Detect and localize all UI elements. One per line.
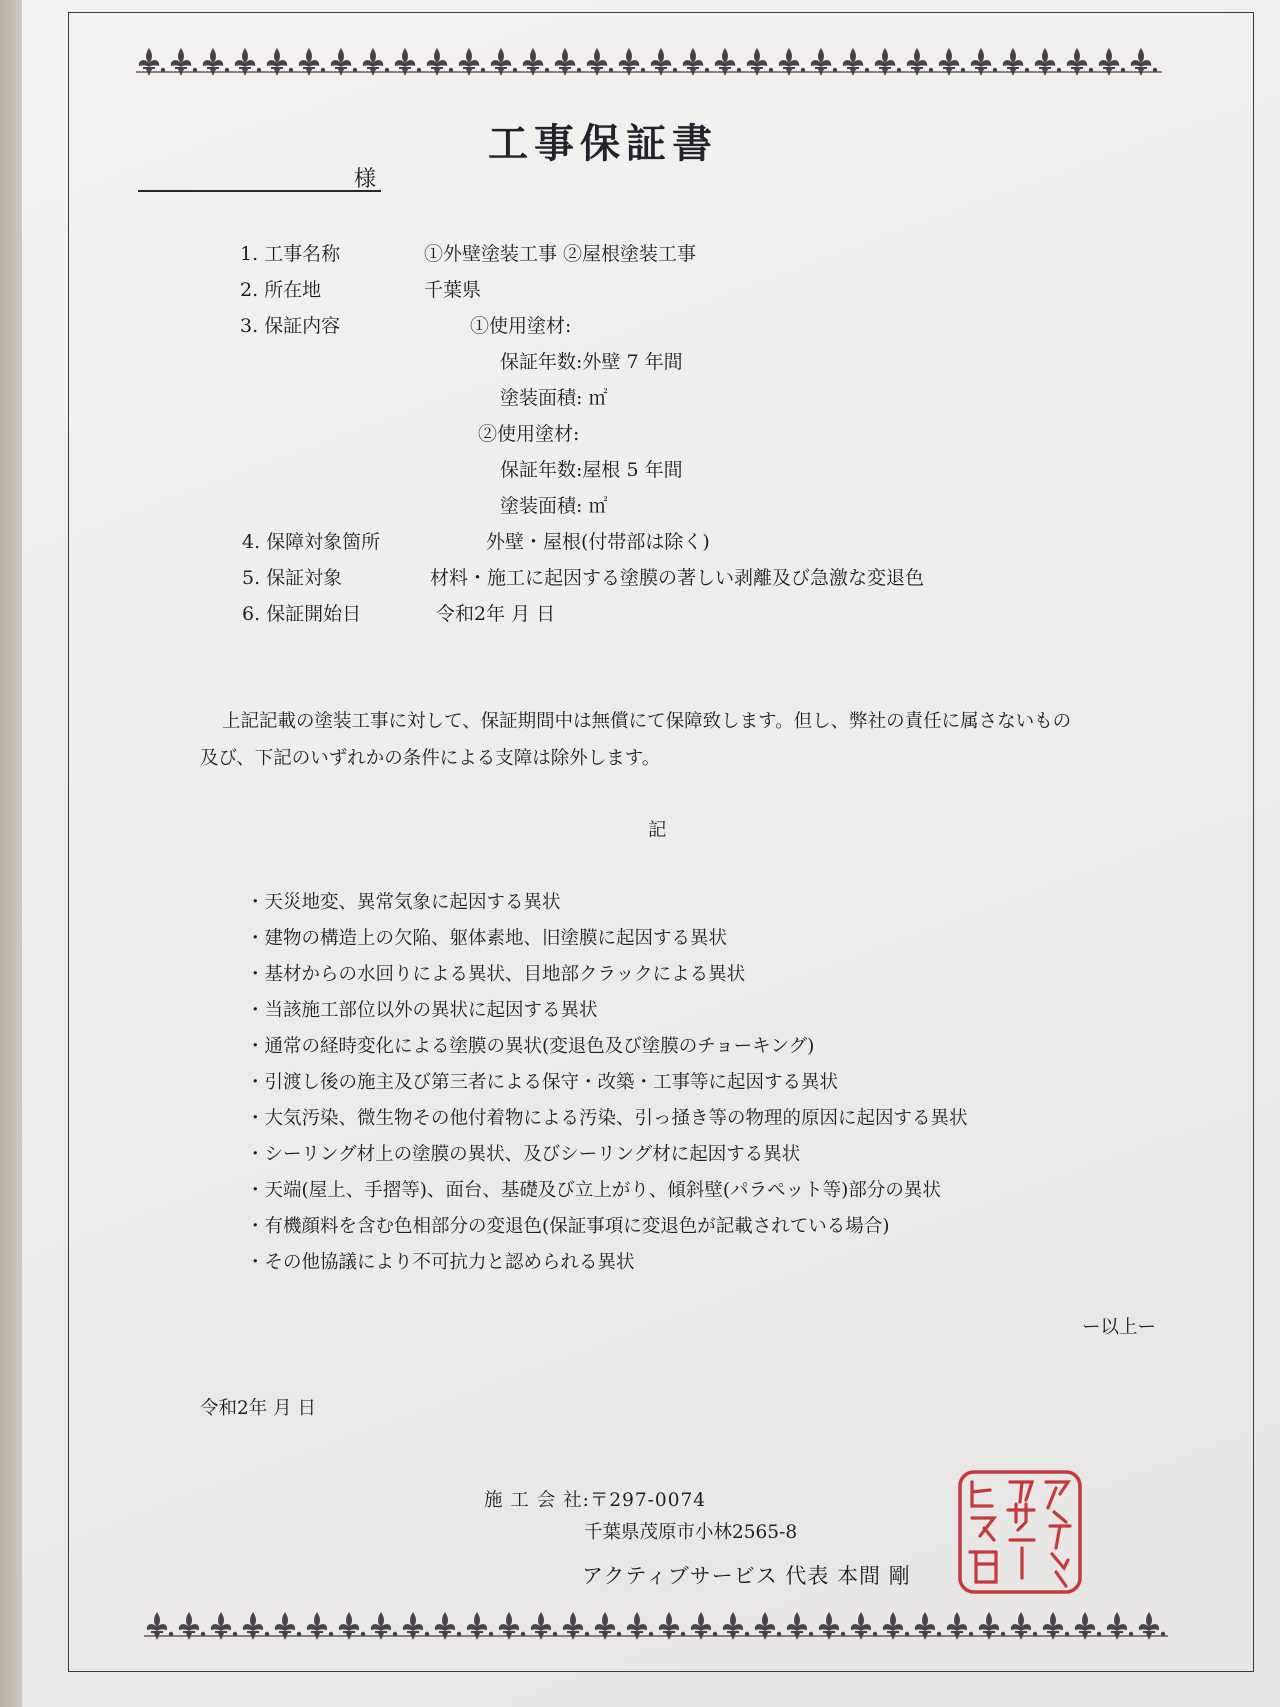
- list-item: ・当該施工部位以外の異状に起因する異状: [246, 1000, 598, 1021]
- list-item: ・通常の経時変化による塗膜の異状(変退色及び塗膜のチョーキング): [246, 1036, 815, 1057]
- list-item: ・その他協議により不可抗力と認められる異状: [246, 1252, 635, 1273]
- coating-material-2: ②使用塗材:: [478, 423, 580, 445]
- list-item: ・大気汚染、微生物その他付着物による汚染、引っ掻き等の物理的原因に起因する異状: [246, 1108, 968, 1129]
- item-value-2: 千葉県: [424, 279, 482, 301]
- addressee-line: [138, 190, 381, 192]
- bottom-ornament-border: [144, 1610, 1168, 1644]
- item-value-5: 材料・施工に起因する塗膜の著しい剥離及び急激な変退色: [430, 567, 925, 589]
- page-title: 工事保証書: [488, 120, 718, 167]
- ki-heading: 記: [648, 820, 667, 841]
- item-label-1: 1. 工事名称: [240, 243, 341, 265]
- item-value-1: ①外壁塗装工事 ②屋根塗装工事: [424, 243, 697, 265]
- item-value-4: 外壁・屋根(付帯部は除く): [486, 531, 710, 553]
- list-item: ・有機顔料を含む色相部分の変退色(保証事項に変退色が記載されている場合): [246, 1216, 890, 1237]
- background-edge: [0, 0, 22, 1707]
- list-item: ・天災地変、異常気象に起因する異状: [246, 892, 561, 913]
- list-item: ・シーリング材上の塗膜の異状、及びシーリング材に起因する異状: [246, 1144, 801, 1165]
- issue-date: 令和2年 月 日: [200, 1398, 317, 1419]
- end-mark: ー以上ー: [1082, 1317, 1157, 1338]
- company-label: 施 工 会 社:〒297-0074: [484, 1490, 707, 1511]
- item-label-4: 4. 保障対象箇所: [242, 531, 381, 553]
- list-item: ・引渡し後の施主及び第三者による保守・改築・工事等に起因する異状: [246, 1072, 839, 1093]
- item-label-3: 3. 保証内容: [240, 315, 341, 337]
- item-label-5: 5. 保証対象: [242, 567, 343, 589]
- list-item: ・天端(屋上、手摺等)、面台、基礎及び立上がり、傾斜壁(パラペット等)部分の異状: [246, 1180, 941, 1201]
- guarantee-years-wall: 保証年数:外壁 7 年間: [500, 351, 683, 373]
- item-value-3: ①使用塗材:: [470, 315, 572, 337]
- coating-area-1: 塗装面積: ㎡: [500, 387, 608, 409]
- company-seal-stamp: [956, 1468, 1084, 1596]
- addressee-suffix: 様: [354, 167, 377, 192]
- coating-area-2: 塗装面積: ㎡: [500, 495, 608, 517]
- item-value-6: 令和2年 月 日: [436, 603, 556, 625]
- company-address: 千葉県茂原市小林2565-8: [584, 1522, 798, 1543]
- company-representative: アクティブサービス 代表 本間 剛: [582, 1564, 911, 1588]
- guarantee-years-roof: 保証年数:屋根 5 年間: [500, 459, 683, 481]
- item-label-6: 6. 保証開始日: [242, 603, 362, 625]
- list-item: ・基材からの水回りによる異状、目地部クラックによる異状: [246, 964, 746, 985]
- paragraph-line-2: 及び、下記のいずれかの条件による支障は除外します。: [200, 748, 661, 769]
- item-label-2: 2. 所在地: [240, 279, 322, 301]
- top-ornament-border: [136, 46, 1162, 80]
- paragraph-line-1: 上記記載の塗装工事に対して、保証期間中は無償にて保障致します。但し、弊社の責任に属さないもの: [222, 711, 1072, 732]
- list-item: ・建物の構造上の欠陥、躯体素地、旧塗膜に起因する異状: [246, 928, 728, 949]
